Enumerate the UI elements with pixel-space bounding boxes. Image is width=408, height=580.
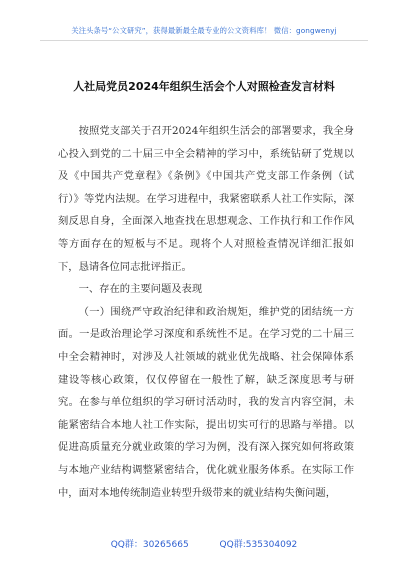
footer-contact: [0, 537, 408, 550]
section-heading: 一、存在的主要问题及表现: [78, 283, 203, 296]
paragraph-issue-one: （一）围绕严守政治纪律和政治规矩，维护党的团结统一方面。一是政治理论学习深度和系统性不足。在学习党的二十届三中全会精神时，对涉及人社领域的就业优先战略、社会保障体系建设等核心政策，仅仅停留在一般性了解，缺乏深度思考与研究。在参与单位组织的学习研讨活动时，我的发言内容空洞，未能紧密结合本地人社工作实际，提出切实可行的思路与举措。以促进高质量充分就业政策的学习为例，没有深入探究如何将政策与本地产业结构调整紧密结合，优化就业服务体系。在实际工作中，面对本地传统制造业转型升级带来的就业结构失衡问题，: [58, 305, 354, 499]
footer-qq-group-2: QQ群:535304092: [219, 540, 298, 550]
paragraph-intro: 按照党支部关于召开2024年组织生活会的部署要求，我全身心投入到党的二十届三中全会精神的学习中，系统钻研了党规以及《中国共产党章程》《条例》《中国共产党支部工作条例（试行）》等党内法规。在学习进程中，我紧密联系人社工作实际，深刻反思自身，全面深入地查找在思想观念、工作执行和工作作风等方面存在的短板与不足。现将个人对照检查情况详细汇报如下，恳请各位同志批评指正。: [58, 125, 354, 273]
document-title: 人社局党员2024年组织生活会个人对照检查发言材料: [73, 80, 335, 93]
header-divider: [40, 40, 368, 41]
header-promo-note: 关注头条号“公文研究”，获得最新最全最专业的公文资料库！ 微信：gongwenyj: [71, 26, 337, 35]
document-body: [58, 120, 354, 504]
footer-qq-group-1: QQ群：30265665: [110, 540, 189, 550]
